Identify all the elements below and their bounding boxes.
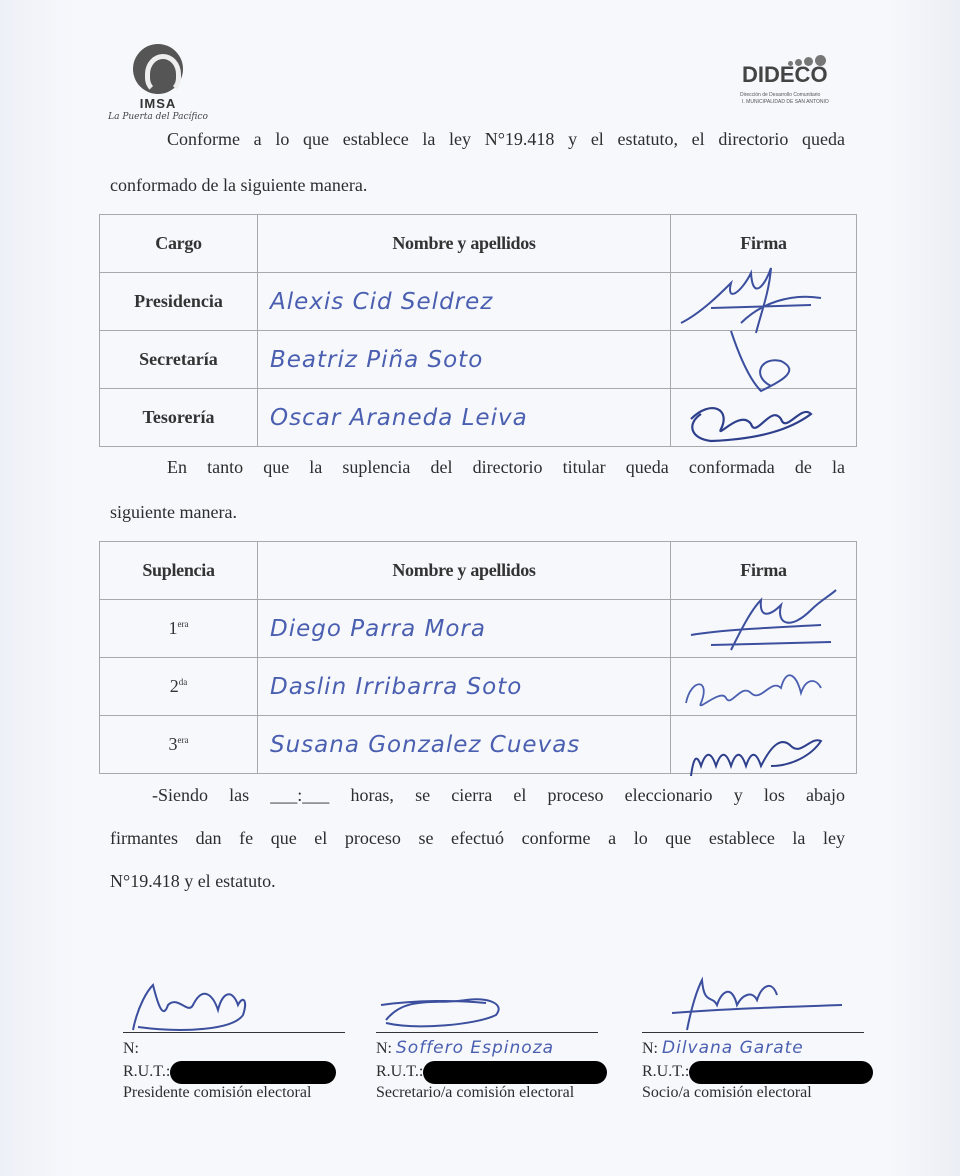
dideco-logo-line2: I. MUNICIPALIDAD DE SAN ANTONIO bbox=[742, 99, 829, 105]
imsa-logo bbox=[108, 40, 208, 125]
signer-role: Presidente comisión electoral bbox=[123, 1084, 312, 1101]
cargo-cell: Tesorería bbox=[100, 389, 258, 447]
ordinal-cell: $1^{era}$ bbox=[100, 600, 258, 658]
column-header: Nombre y apellidos bbox=[258, 542, 671, 600]
column-header: Firma bbox=[671, 542, 857, 600]
column-header: Cargo bbox=[100, 215, 258, 273]
handwritten-name: Beatriz Piña Soto bbox=[258, 331, 671, 389]
signer-name: N: bbox=[123, 1040, 139, 1057]
signature-line bbox=[376, 1032, 598, 1033]
dideco-logo bbox=[738, 48, 848, 110]
signature-cell bbox=[671, 389, 857, 447]
imsa-logo-name: IMSA bbox=[139, 96, 177, 111]
table-row bbox=[100, 389, 857, 447]
substitutes-line-2: siguiente manera. bbox=[110, 502, 237, 522]
handwritten-signature bbox=[376, 975, 606, 1037]
redaction-bar bbox=[170, 1061, 336, 1084]
dideco-logo-name: DIDECO bbox=[742, 62, 828, 87]
imsa-logo-tagline: La Puerta del Pacífico bbox=[108, 112, 208, 122]
signer-name: N: Soffero Espinoza bbox=[376, 1038, 555, 1058]
closing-line-2: firmantes dan fe que el proceso se efectuó conforme a lo que establece la ley bbox=[110, 828, 845, 848]
cargo-cell: Presidencia bbox=[100, 273, 258, 331]
signature-line bbox=[642, 1032, 864, 1033]
intro-line-1: Conforme a lo que establece la ley N°19.418 y el estatuto, el directorio queda bbox=[167, 129, 845, 149]
handwritten-name: Alexis Cid Seldrez bbox=[258, 273, 671, 331]
signer-name: N: Dilvana Garate bbox=[642, 1038, 804, 1058]
column-header: Suplencia bbox=[100, 542, 258, 600]
column-header: Firma bbox=[671, 215, 857, 273]
handwritten-signature bbox=[123, 975, 353, 1037]
dideco-logo-line1: Dirección de Desarrollo Comunitario bbox=[740, 92, 821, 98]
intro-line-2: conformado de la siguiente manera. bbox=[110, 175, 368, 195]
table-row bbox=[100, 716, 857, 774]
cargo-cell: Secretaría bbox=[100, 331, 258, 389]
column-header: Nombre y apellidos bbox=[258, 215, 671, 273]
municipal-seal-icon bbox=[133, 44, 183, 94]
ordinal-cell: $2^{da}$ bbox=[100, 658, 258, 716]
handwritten-name: Daslin Irribarra Soto bbox=[258, 658, 671, 716]
substitutes-table bbox=[99, 541, 857, 774]
signature-line bbox=[123, 1032, 345, 1033]
signer-role: Secretario/a comisión electoral bbox=[376, 1084, 575, 1101]
handwritten-name: Susana Gonzalez Cuevas bbox=[258, 716, 671, 774]
closing-line-3: N°19.418 y el estatuto. bbox=[110, 871, 276, 891]
handwritten-name: Diego Parra Mora bbox=[258, 600, 671, 658]
closing-line-1: -Siendo las ___:___ horas, se cierra el proceso eleccionario y los abajo bbox=[152, 785, 845, 805]
substitutes-line-1: En tanto que la suplencia del directorio titular queda conformada de la bbox=[167, 457, 845, 477]
handwritten-signature bbox=[642, 975, 872, 1037]
handwritten-signature bbox=[671, 706, 854, 784]
redaction-bar bbox=[689, 1061, 873, 1084]
handwritten-name: Oscar Araneda Leiva bbox=[258, 389, 671, 447]
board-table bbox=[99, 214, 857, 447]
signer-rut: R.U.T.: bbox=[123, 1061, 336, 1084]
signature-cell bbox=[671, 716, 857, 774]
redaction-bar bbox=[423, 1061, 607, 1084]
signer-rut: R.U.T.: bbox=[642, 1061, 873, 1084]
handwritten-signature bbox=[671, 379, 854, 457]
ordinal-cell: $3^{era}$ bbox=[100, 716, 258, 774]
signer-role: Socio/a comisión electoral bbox=[642, 1084, 812, 1101]
signer-rut: R.U.T.: bbox=[376, 1061, 607, 1084]
